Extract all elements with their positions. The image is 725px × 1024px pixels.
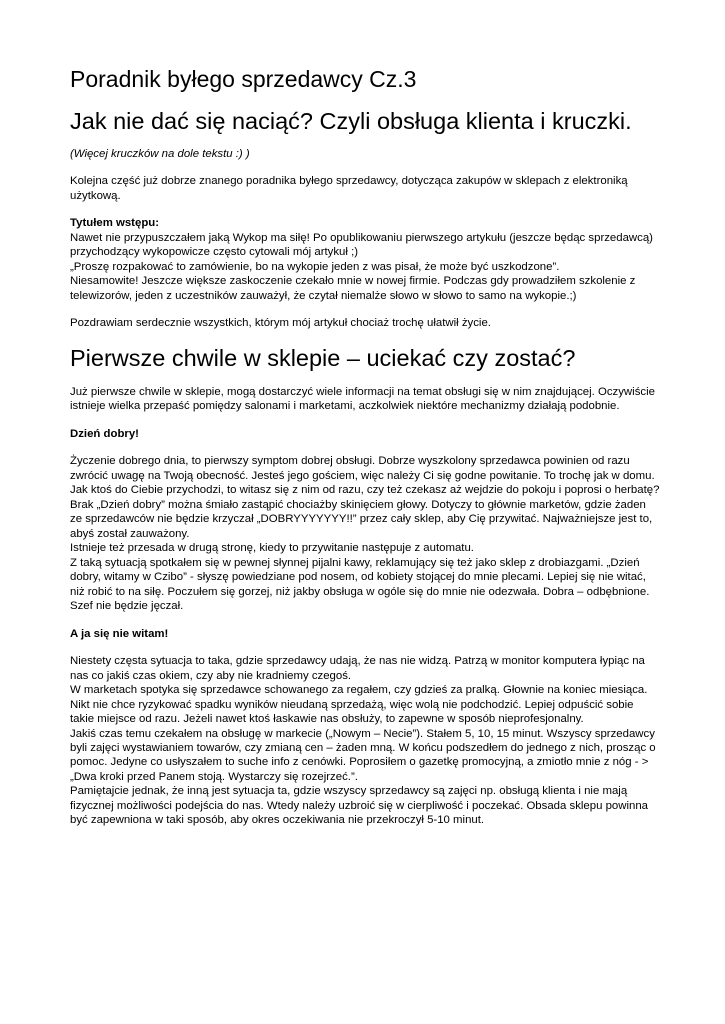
paragraph-line: Jakiś czas temu czekałem na obsługę w markecie („Nowym – Necie”). Stałem 5, 10, 15 minut. Wszyscy sprzedawcy byli zajęci wystawianiem towarów, czy zmianą cen – żaden mną. W końcu podszedłem do jednego z nich, prosząc o pomoc. Jedyne co usłyszałem to suche info z cenówki. Poprosiłem o gazetkę promocyjną, a zmiotło mnie z nóg - > „Dwa kroki przed Panem stoją. Wystarczy się rozejrzeć.”. [70,727,656,783]
nie-witam-paragraph [70,654,660,828]
series-title: Poradnik byłego sprzedawcy Cz.3 [70,66,417,92]
document-page [70,66,660,841]
intro-paragraph: Kolejna część już dobrze znanego poradnika byłego sprzedawcy, dotycząca zakupów w sklepach z elektroniką użytkową. [70,175,628,202]
preface-line: Niesamowite! Jeszcze większe zaskoczenie czekało mnie w nowej firmie. Podczas gdy prowadziłem szkolenie z telewizorów, jeden z uczestników zauważył, że czytał niemalże słowo w słowo to samo na wykopie.;) [70,275,636,302]
subheading-dzien-dobry: Dzień dobry! [70,427,139,440]
preface-paragraph [70,216,660,303]
preface-heading: Tytułem wstępu: [70,217,160,230]
section-intro-paragraph: Już pierwsze chwile w sklepie, mogą dostarczyć wiele informacji na temat obsługi się w nim znajdującej. Oczywiście istnieje wielka przepaść pomiędzy salonami i marketami, aczkolwiek niektóre mechanizmy działają podobnie. [70,385,655,413]
paragraph-line: Istnieje też przesada w drugą stronę, kiedy to przywitanie następuje z automatu. [70,542,474,555]
greeting-paragraph: Pozdrawiam serdecznie wszystkich, którym mój artykuł chociaż trochę ułatwił życie. [70,317,491,330]
preface-line: Nawet nie przypuszczałem jaką Wykop ma siłę! Po opublikowaniu pierwszego artykułu (jeszcze będąc sprzedawcą) przychodzący wykopowicze często cytowali mój artykuł ;) [70,231,653,259]
article-title: Jak nie dać się naciąć? Czyli obsługa klienta i kruczki. [70,107,632,134]
dzien-dobry-paragraph [70,454,660,613]
preface-line: „Proszę rozpakować to zamówienie, bo na wykopie jeden z was pisał, że może być uszkodzone”. [70,260,560,273]
subheading-a-ja-sie-nie-witam: A ja się nie witam! [70,627,169,640]
paragraph-line: Życzenie dobrego dnia, to pierwszy symptom dobrej obsługi. Dobrze wyszkolony sprzedawca powinien od razu zwrócić uwagę na Twoją obecność. Jesteś jego gościem, więc należy Ci się godne powitanie. To trochę jak w domu. Jak ktoś do Ciebie przychodzi, to witasz się z nim od razu, czy też czekasz aż wejdzie do pokoju i poprosi o herbatę? [70,455,660,497]
section-heading: Pierwsze chwile w sklepie – uciekać czy zostać? [70,344,576,371]
paragraph-line: Pamiętajcie jednak, że inną jest sytuacja ta, gdzie wszyscy sprzedawcy są zajęci np. obsługą klienta i nie mają fizycznej możliwości podejścia do nas. Wtedy należy uzbroić się w cierpliwość i poczekać. Obsada sklepu powinna być zapewniona w taki sposób, aby okres oczekiwania nie przekroczył 5-10 minut. [70,785,649,827]
paragraph-line: W marketach spotyka się sprzedawce schowanego za regałem, czy gdzieś za pralką. Głownie na koniec miesiąca. Nikt nie chce ryzykować spadku wyników nieudaną sprzedażą, więc wolą nie podchodzić. Lepiej odpuścić sobie takie miejsce od razu. Jeżeli nawet ktoś łaskawie nas obsłuży, to zapewne w sposób nieprofesjonalny. [70,684,648,726]
paragraph-line: Niestety częsta sytuacja to taka, gdzie sprzedawcy udają, że nas nie widzą. Patrzą w monitor komputera łypiąc na nas co jakiś czas okiem, czy aby nie kradniemy czegoś. [70,655,645,682]
paragraph-line: Z taką sytuacją spotkałem się w pewnej słynnej pijalni kawy, reklamujący się też jako sklep z drobiazgami. „Dzień dobry, witamy w Czibo” - słyszę powiedziane pod nosem, od kobiety stojącej do mnie plecami. Lepiej się nie witać, niż robić to na siłę. Poczułem się gorzej, niż jakby obsługa w ogóle się do mnie nie odezwała. Dobra – odbębnione. Szef nie będzie jęczał. [70,556,650,613]
note-text: (Więcej kruczków na dole tekstu :) ) [70,147,250,160]
paragraph-line: Brak „Dzień dobry” można śmiało zastąpić chociażby skinięciem głowy. Dotyczy to głównie marketów, gdzie żaden ze sprzedawców nie będzie krzyczał „DOBRYYYYYYY!!” przez cały sklep, aby Cię przywitać. Najważniejsze jest to, abyś został zauważony. [70,498,653,540]
